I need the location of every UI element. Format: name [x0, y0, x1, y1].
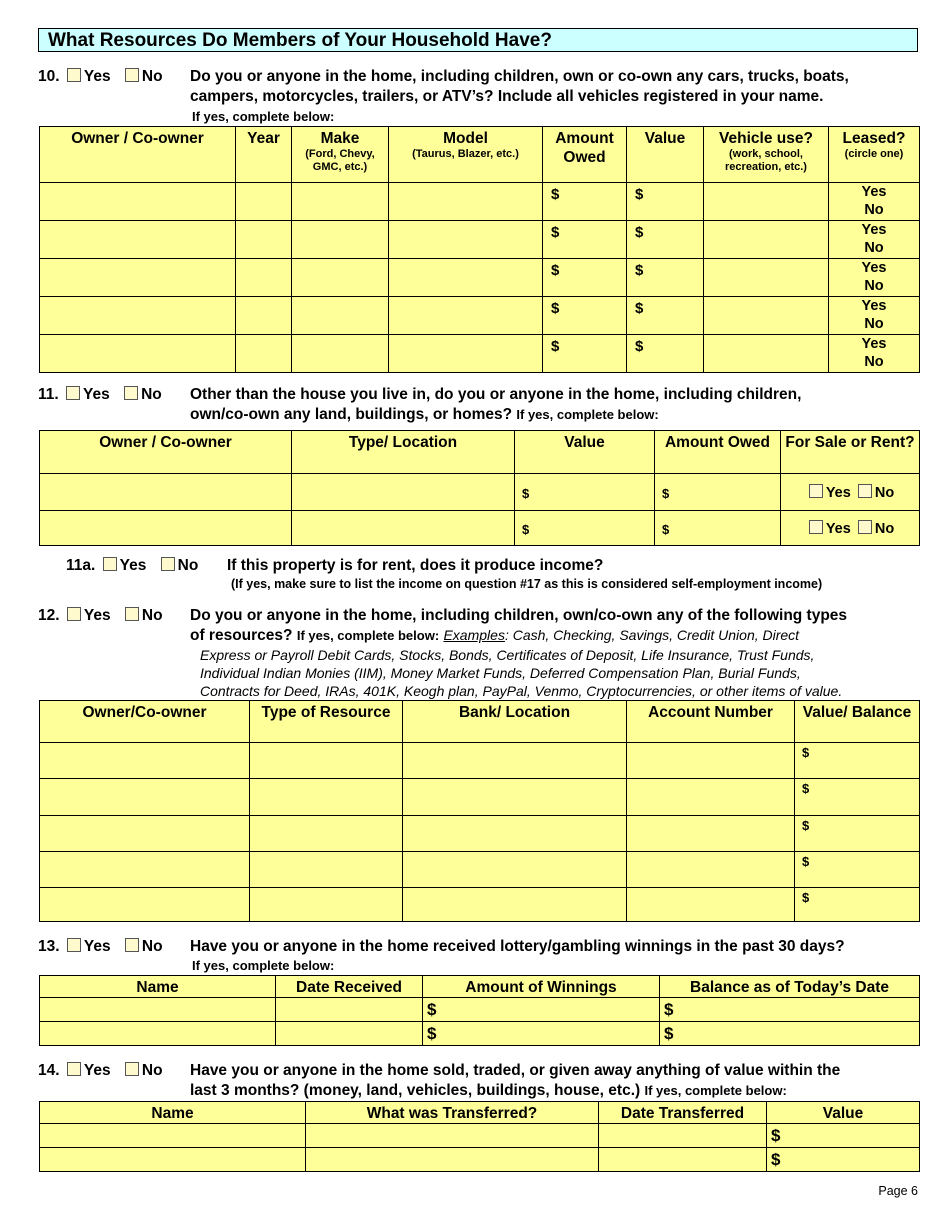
leased-yes[interactable]: Yes: [861, 222, 887, 238]
vehicle-use-cell[interactable]: [704, 335, 829, 373]
q10-header: [38, 68, 163, 86]
account-number-cell[interactable]: [627, 816, 795, 852]
q11a-note: (If yes, make sure to list the income on question #17 as this is considered self-employment income): [231, 577, 823, 591]
no-label: No: [874, 520, 895, 537]
year-cell[interactable]: [236, 221, 292, 259]
col-owner: Owner/Co-owner: [40, 701, 250, 743]
value-balance-cell[interactable]: $: [795, 743, 920, 779]
value-balance-cell[interactable]: $: [795, 888, 920, 922]
date-received-cell[interactable]: [276, 1022, 423, 1046]
leased-no[interactable]: No: [864, 240, 884, 256]
section-title: What Resources Do Members of Your Household Have?: [38, 28, 918, 52]
sale-rent-yes-checkbox[interactable]: [809, 520, 823, 534]
q11-yes-label: Yes: [83, 386, 110, 403]
q12-number: 12.: [38, 607, 60, 624]
sale-rent-cell: [781, 474, 920, 511]
q10-yes-label: Yes: [83, 68, 111, 85]
col-amount-winnings: Amount of Winnings: [423, 976, 660, 998]
q11-question-line2: own/co-own any land, buildings, or homes? If yes, complete below:: [190, 406, 659, 423]
model-cell[interactable]: [389, 335, 543, 373]
q11a-no-label: No: [177, 557, 199, 574]
table-row: [40, 259, 920, 297]
resources-table: [39, 700, 920, 922]
q12-yes-checkbox[interactable]: [67, 607, 81, 621]
q14-question-line2: last 3 months? (money, land, vehicles, buildings, house, etc.) If yes, complete below:: [190, 1082, 787, 1099]
name-cell[interactable]: [40, 1148, 306, 1172]
col-vehicle-use: Vehicle use? (work, school, recreation, etc.): [704, 127, 829, 183]
col-account-number: Account Number: [627, 701, 795, 743]
q11a-question: If this property is for rent, does it produce income?: [227, 557, 604, 574]
name-cell[interactable]: [40, 1022, 276, 1046]
bank-location-cell[interactable]: [403, 852, 627, 888]
value-cell[interactable]: $: [767, 1148, 920, 1172]
col-name: Name: [40, 976, 276, 998]
q12-question-line1: Do you or anyone in the home, including children, own/co-own any of the following types: [190, 607, 848, 624]
model-cell[interactable]: [389, 183, 543, 221]
amount-owed-cell[interactable]: $: [543, 183, 627, 221]
q10-yes-checkbox[interactable]: [67, 68, 81, 82]
q13-yes-checkbox[interactable]: [67, 938, 81, 952]
q14-question-line1: Have you or anyone in the home sold, traded, or given away anything of value within the: [190, 1062, 841, 1079]
col-resource-type: Type of Resource: [250, 701, 403, 743]
table-row: [40, 743, 920, 779]
year-cell[interactable]: [236, 335, 292, 373]
winnings-table: [39, 975, 920, 1046]
sale-rent-cell: [781, 511, 920, 546]
col-for-sale-rent: For Sale or Rent?: [781, 431, 920, 474]
owner-cell[interactable]: [40, 335, 236, 373]
value-balance-cell[interactable]: $: [795, 779, 920, 816]
col-bank-location: Bank/ Location: [403, 701, 627, 743]
owner-cell[interactable]: [40, 183, 236, 221]
value-cell[interactable]: $: [627, 259, 704, 297]
q11-header: [38, 386, 162, 404]
leased-cell[interactable]: [829, 221, 920, 259]
q11a-yes-label: Yes: [119, 557, 147, 574]
resource-type-cell[interactable]: [250, 852, 403, 888]
account-number-cell[interactable]: [627, 852, 795, 888]
owner-cell[interactable]: [40, 259, 236, 297]
account-number-cell[interactable]: [627, 888, 795, 922]
col-value: Value: [515, 431, 655, 474]
amount-owed-cell[interactable]: $: [543, 297, 627, 335]
q10-question-line2: campers, motorcycles, trailers, or ATV’s? Include all vehicles registered in your name.: [190, 88, 824, 105]
q10-complete-note: If yes, complete below:: [192, 109, 335, 124]
balance-cell[interactable]: $: [660, 998, 920, 1022]
col-balance-today: Balance as of Today’s Date: [660, 976, 920, 998]
bank-location-cell[interactable]: [403, 816, 627, 852]
sale-rent-no-checkbox[interactable]: [858, 520, 872, 534]
q13-no-label: No: [141, 938, 163, 955]
col-what-transferred: What was Transferred?: [306, 1102, 599, 1124]
vehicle-use-cell[interactable]: [704, 221, 829, 259]
balance-cell[interactable]: $: [660, 1022, 920, 1046]
table-row: [40, 335, 920, 373]
amount-owed-cell[interactable]: $: [655, 511, 781, 546]
table-row: [40, 1022, 920, 1046]
q11a-no-checkbox[interactable]: [161, 557, 175, 571]
amount-owed-cell[interactable]: $: [543, 335, 627, 373]
sale-rent-yes-checkbox[interactable]: [809, 484, 823, 498]
year-cell[interactable]: [236, 259, 292, 297]
owner-cell[interactable]: [40, 852, 250, 888]
q14-no-label: No: [141, 1062, 163, 1079]
resource-type-cell[interactable]: [250, 888, 403, 922]
date-transferred-cell[interactable]: [599, 1148, 767, 1172]
q12-no-checkbox[interactable]: [125, 607, 139, 621]
model-cell[interactable]: [389, 221, 543, 259]
q12-examples-line2: Express or Payroll Debit Cards, Stocks, Bonds, Certificates of Deposit, Life Insurance, Trust Funds,: [200, 647, 815, 663]
q12-examples-line3: Individual Indian Monies (IIM), Money Market Funds, Deferred Compensation Plan, Burial Funds,: [200, 665, 801, 681]
value-cell[interactable]: $: [627, 297, 704, 335]
table-row: [40, 888, 920, 922]
year-cell[interactable]: [236, 183, 292, 221]
date-received-cell[interactable]: [276, 998, 423, 1022]
q11a-number: 11a.: [66, 557, 96, 574]
value-balance-cell[interactable]: $: [795, 852, 920, 888]
make-cell[interactable]: [292, 335, 389, 373]
col-amount-owed: Amount Owed: [543, 127, 627, 183]
name-cell[interactable]: [40, 1124, 306, 1148]
col-date-transferred: Date Transferred: [599, 1102, 767, 1124]
col-year: Year: [236, 127, 292, 183]
table-row: [40, 297, 920, 335]
q11-no-label: No: [141, 386, 162, 403]
name-cell[interactable]: [40, 998, 276, 1022]
model-cell[interactable]: [389, 259, 543, 297]
resource-type-cell[interactable]: [250, 779, 403, 816]
bank-location-cell[interactable]: [403, 888, 627, 922]
type-location-cell[interactable]: [292, 511, 515, 546]
page-number: Page 6: [878, 1184, 918, 1198]
yes-label: Yes: [825, 520, 851, 537]
q10-no-label: No: [141, 68, 163, 85]
q13-header: [38, 938, 163, 956]
q14-header: [38, 1062, 163, 1080]
leased-yes[interactable]: Yes: [861, 184, 887, 200]
q13-yes-label: Yes: [83, 938, 111, 955]
owner-cell[interactable]: [40, 743, 250, 779]
date-transferred-cell[interactable]: [599, 1124, 767, 1148]
q12-no-label: No: [141, 607, 163, 624]
q14-number: 14.: [38, 1062, 60, 1079]
q11a-header: [66, 557, 198, 575]
owner-cell[interactable]: [40, 888, 250, 922]
q13-question: Have you or anyone in the home received lottery/gambling winnings in the past 30 days?: [190, 938, 845, 955]
yes-label: Yes: [825, 484, 851, 501]
q12-yes-label: Yes: [83, 607, 111, 624]
q11-number: 11.: [38, 386, 59, 403]
col-model: Model (Taurus, Blazer, etc.): [389, 127, 543, 183]
table-row: [40, 474, 920, 511]
value-cell[interactable]: $: [627, 183, 704, 221]
vehicles-table: [39, 126, 920, 373]
model-cell[interactable]: [389, 297, 543, 335]
q12-examples-line4: Contracts for Deed, IRAs, 401K, Keogh plan, PayPal, Venmo, Cryptocurrencies, or other items of value.: [200, 683, 843, 699]
col-leased: Leased? (circle one): [829, 127, 920, 183]
leased-cell[interactable]: [829, 335, 920, 373]
q12-question-line2: of resources? If yes, complete below: Examples: Cash, Checking, Savings, Credit Union, Direct: [190, 627, 800, 644]
q11a-yes-checkbox[interactable]: [103, 557, 117, 571]
account-number-cell[interactable]: [627, 743, 795, 779]
table-row: [40, 221, 920, 259]
table-row: [40, 779, 920, 816]
value-balance-cell[interactable]: $: [795, 816, 920, 852]
table-row: [40, 1148, 920, 1172]
q13-number: 13.: [38, 938, 60, 955]
make-cell[interactable]: [292, 183, 389, 221]
q12-header: [38, 607, 163, 625]
table-row: [40, 998, 920, 1022]
col-date-received: Date Received: [276, 976, 423, 998]
leased-yes[interactable]: Yes: [861, 336, 887, 352]
value-cell[interactable]: $: [627, 221, 704, 259]
col-value: Value: [627, 127, 704, 183]
q14-yes-label: Yes: [83, 1062, 111, 1079]
resource-type-cell[interactable]: [250, 816, 403, 852]
value-cell[interactable]: $: [515, 474, 655, 511]
col-type-location: Type/ Location: [292, 431, 515, 474]
amount-owed-cell[interactable]: $: [655, 474, 781, 511]
table-row: [40, 511, 920, 546]
q14-no-checkbox[interactable]: [125, 1062, 139, 1076]
resource-type-cell[interactable]: [250, 743, 403, 779]
leased-no[interactable]: No: [864, 278, 884, 294]
col-value: Value: [767, 1102, 920, 1124]
no-label: No: [874, 484, 895, 501]
owner-cell[interactable]: [40, 297, 236, 335]
make-cell[interactable]: [292, 221, 389, 259]
table-row: [40, 183, 920, 221]
vehicle-use-cell[interactable]: [704, 183, 829, 221]
amount-winnings-cell[interactable]: $: [423, 1022, 660, 1046]
owner-cell[interactable]: [40, 221, 236, 259]
col-owner: Owner / Co-owner: [40, 431, 292, 474]
table-row: [40, 1124, 920, 1148]
owner-cell[interactable]: [40, 816, 250, 852]
col-value-balance: Value/ Balance: [795, 701, 920, 743]
q11-yes-checkbox[interactable]: [66, 386, 80, 400]
sale-rent-no-checkbox[interactable]: [858, 484, 872, 498]
leased-cell[interactable]: [829, 297, 920, 335]
q11-no-checkbox[interactable]: [124, 386, 138, 400]
owner-cell[interactable]: [40, 511, 292, 546]
table-row: [40, 816, 920, 852]
what-transferred-cell[interactable]: [306, 1148, 599, 1172]
amount-winnings-cell[interactable]: $: [423, 998, 660, 1022]
what-transferred-cell[interactable]: [306, 1124, 599, 1148]
amount-owed-cell[interactable]: $: [543, 259, 627, 297]
year-cell[interactable]: [236, 297, 292, 335]
owner-cell[interactable]: [40, 474, 292, 511]
table-row: [40, 852, 920, 888]
q13-complete-note: If yes, complete below:: [192, 958, 335, 973]
col-make: Make (Ford, Chevy, GMC, etc.): [292, 127, 389, 183]
q10-number: 10.: [38, 68, 60, 85]
col-owner: Owner / Co-owner: [40, 127, 236, 183]
vehicle-use-cell[interactable]: [704, 259, 829, 297]
q13-no-checkbox[interactable]: [125, 938, 139, 952]
make-cell[interactable]: [292, 259, 389, 297]
leased-yes[interactable]: Yes: [861, 260, 887, 276]
q10-no-checkbox[interactable]: [125, 68, 139, 82]
vehicle-use-cell[interactable]: [704, 297, 829, 335]
owner-cell[interactable]: [40, 779, 250, 816]
make-cell[interactable]: [292, 297, 389, 335]
q10-question-line1: Do you or anyone in the home, including children, own or co-own any cars, trucks, boats,: [190, 68, 849, 85]
leased-cell[interactable]: [829, 183, 920, 221]
property-table: [39, 430, 920, 546]
q11-question-line1: Other than the house you live in, do you or anyone in the home, including children,: [190, 386, 802, 403]
account-number-cell[interactable]: [627, 779, 795, 816]
leased-yes[interactable]: Yes: [861, 298, 887, 314]
value-cell[interactable]: $: [627, 335, 704, 373]
leased-no[interactable]: No: [864, 354, 884, 370]
leased-cell[interactable]: [829, 259, 920, 297]
type-location-cell[interactable]: [292, 474, 515, 511]
leased-no[interactable]: No: [864, 316, 884, 332]
value-cell[interactable]: $: [515, 511, 655, 546]
transfers-table: [39, 1101, 920, 1172]
bank-location-cell[interactable]: [403, 779, 627, 816]
col-name: Name: [40, 1102, 306, 1124]
value-cell[interactable]: $: [767, 1124, 920, 1148]
bank-location-cell[interactable]: [403, 743, 627, 779]
col-amount-owed: Amount Owed: [655, 431, 781, 474]
amount-owed-cell[interactable]: $: [543, 221, 627, 259]
leased-no[interactable]: No: [864, 202, 884, 218]
q14-yes-checkbox[interactable]: [67, 1062, 81, 1076]
